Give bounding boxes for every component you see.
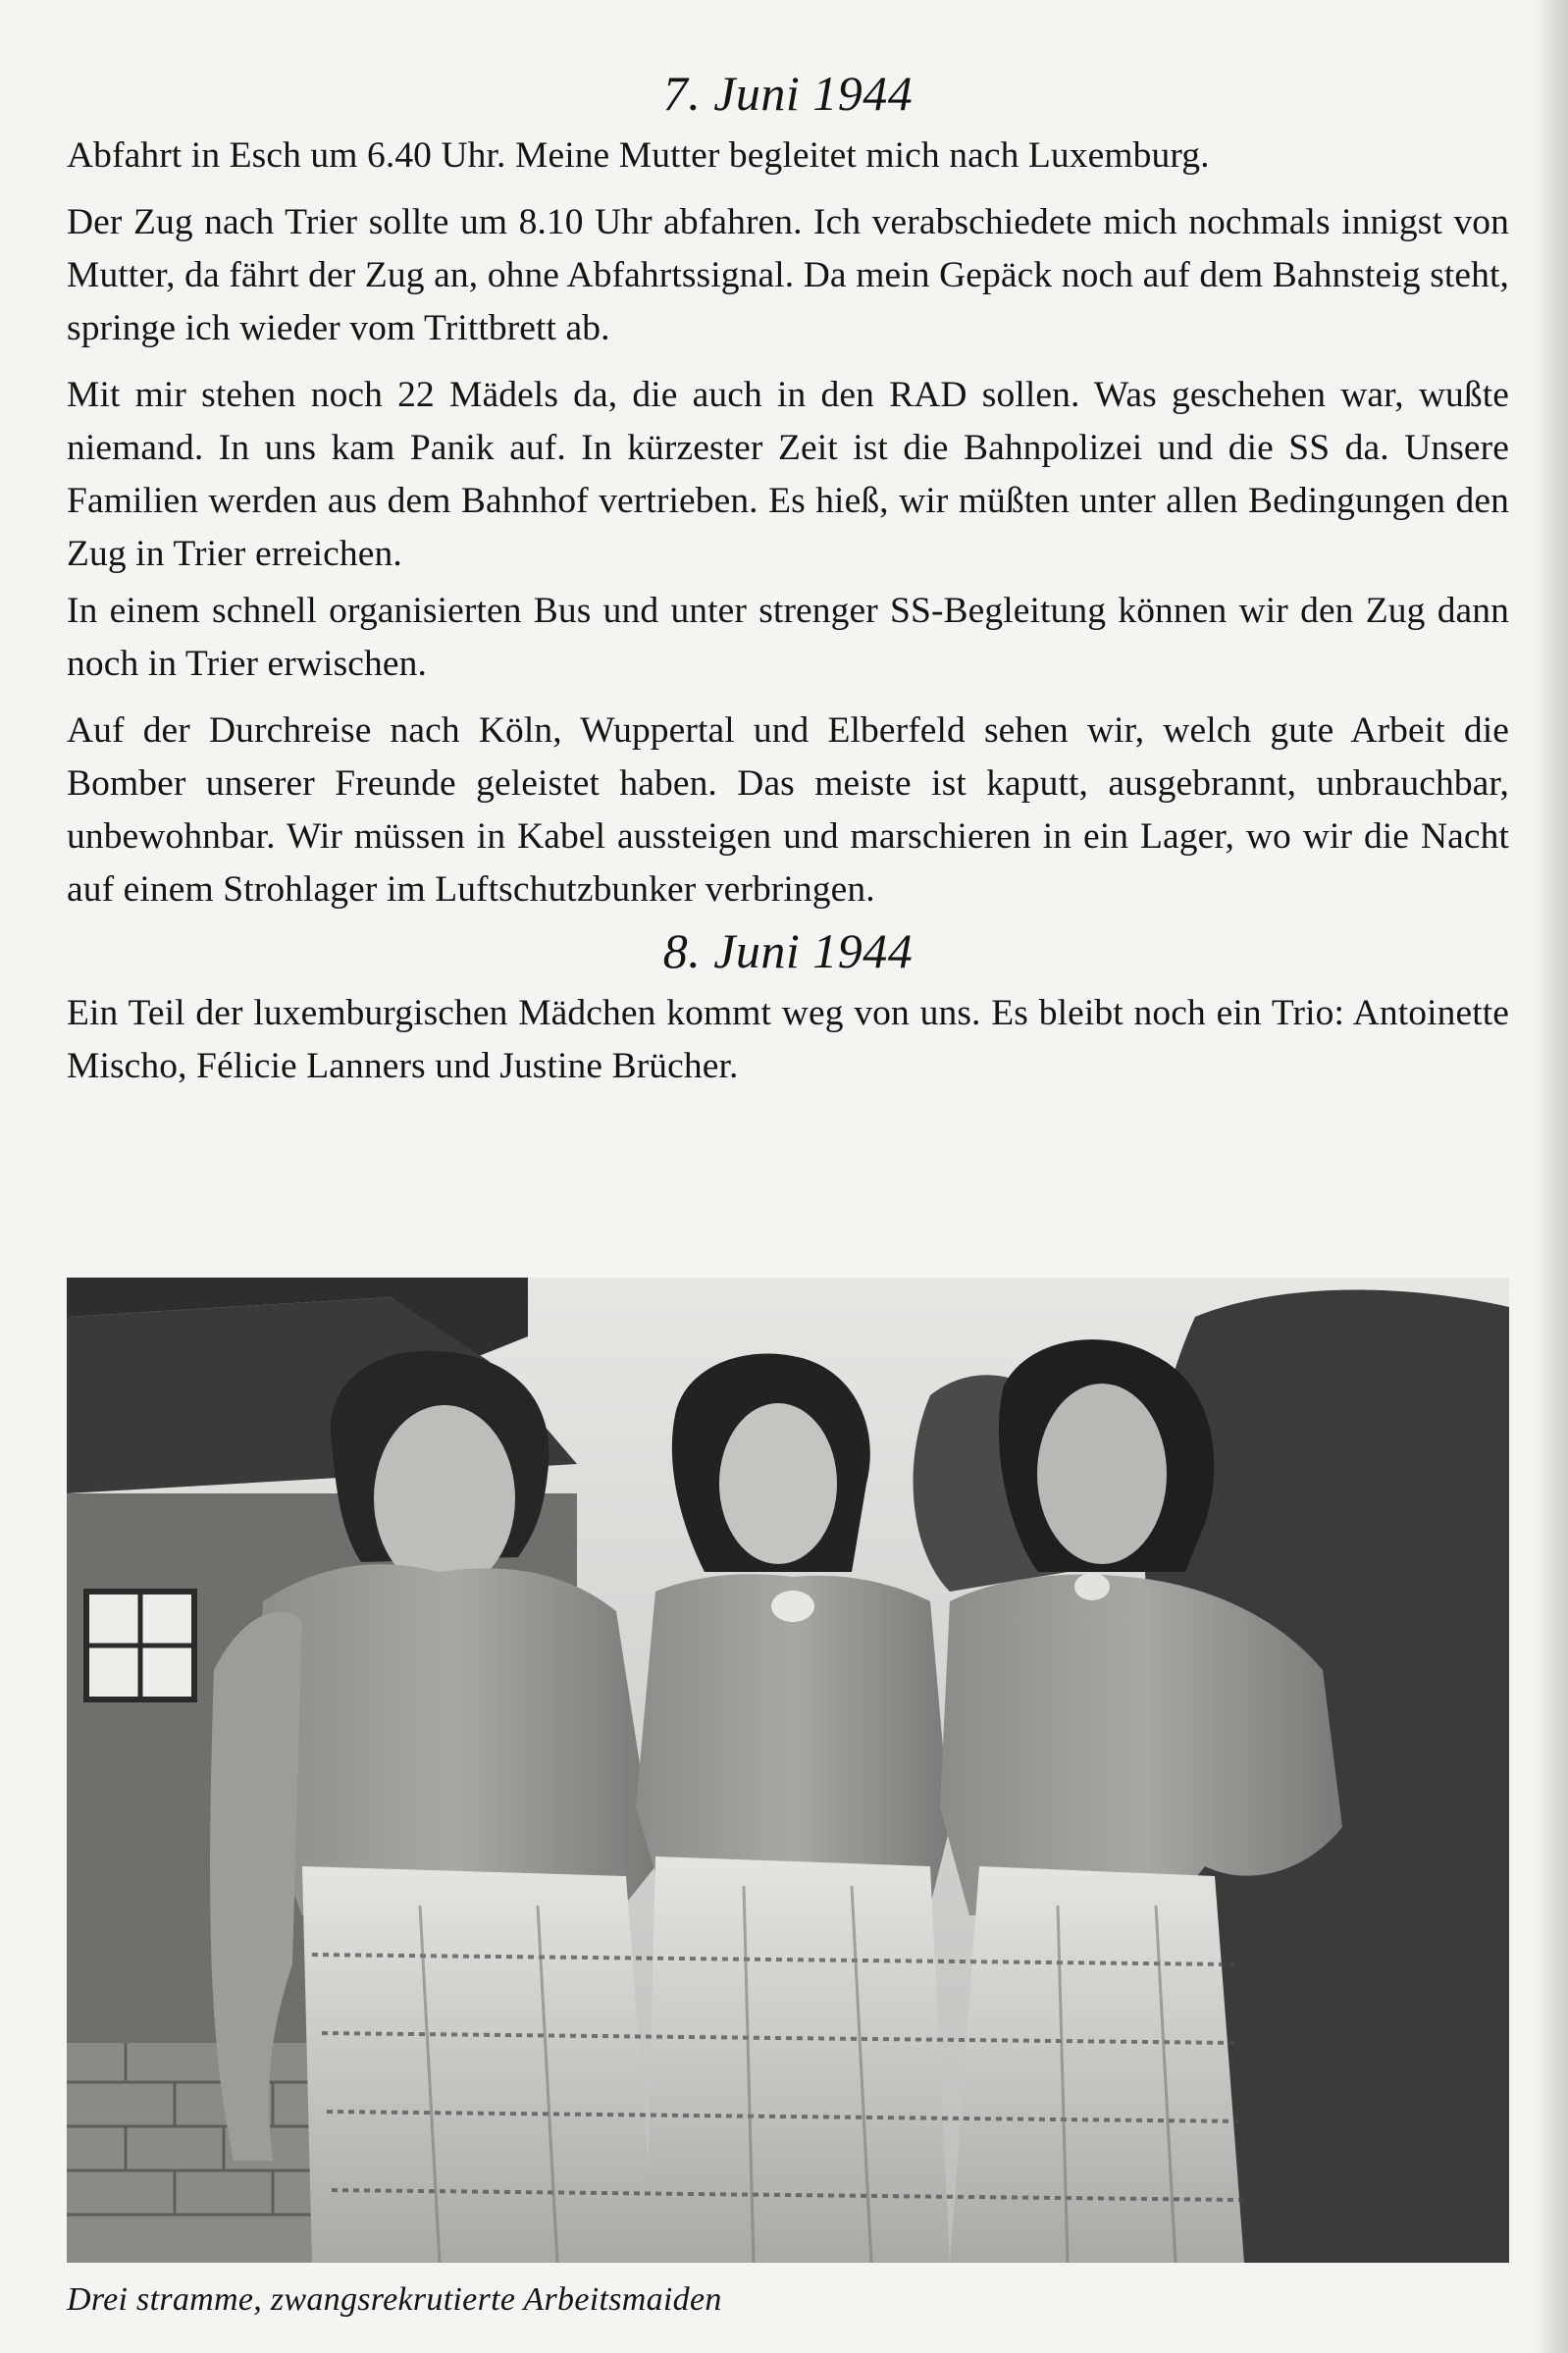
entry-date-june-7: 7. Juni 1944 — [662, 66, 914, 121]
photo-three-women — [67, 1278, 1509, 2263]
page-edge-shadow — [1533, 0, 1568, 2353]
paragraph: Der Zug nach Trier sollte um 8.10 Uhr abfahren. Ich verabschiedete mich nochmals innigst von Mutter, da fährt der Zug an, ohne Abfahrtssignal. Da mein Gepäck noch auf dem Bahnsteig steht, springe ich wieder vom Trittbrett ab. — [67, 202, 1509, 348]
entry-date-june-8: 8. Juni 1944 — [662, 923, 914, 978]
photo-caption: Drei stramme, zwangsrekrutierte Arbeitsmaiden — [67, 2281, 722, 2318]
diary-text — [67, 63, 1509, 1107]
paragraph: Ein Teil der luxemburgischen Mädchen kommt weg von uns. Es bleibt noch ein Trio: Antoinette Mischo, Félicie Lanners und Justine Brücher. — [67, 993, 1509, 1086]
paragraph: Mit mir stehen noch 22 Mädels da, die auch in den RAD sollen. Was geschehen war, wußte niemand. In uns kam Panik auf. In kürzester Zeit ist die Bahnpolizei und die SS da. Unsere Familien werden aus dem Bahnhof vertrieben. Es hieß, wir müßten unter allen Bedingungen den Zug in Trier erreichen. — [67, 375, 1509, 574]
paragraph: Abfahrt in Esch um 6.40 Uhr. Meine Mutter begleitet mich nach Luxemburg. — [67, 135, 1210, 176]
photo-illustration — [67, 1278, 1509, 2263]
paragraph: Auf der Durchreise nach Köln, Wuppertal und Elberfeld sehen wir, welch gute Arbeit die Bomber unserer Freunde geleistet haben. Das meiste ist kaputt, ausgebrannt, unbrauchbar, unbewohnbar. Wir müssen in Kabel aussteigen und marschieren in ein Lager, wo wir die Nacht auf einem Strohlager im Luftschutzbunker verbringen. — [67, 710, 1509, 910]
paragraph: In einem schnell organisierten Bus und unter strenger SS-Begleitung können wir den Zug dann noch in Trier erwischen. — [67, 591, 1509, 684]
